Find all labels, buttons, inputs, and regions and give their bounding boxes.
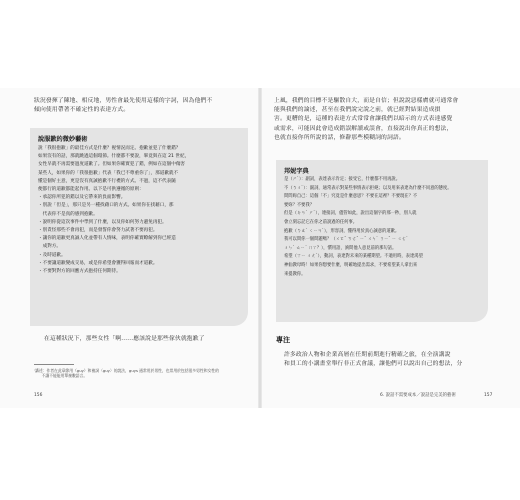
right-bottom-paragraph: 許多政治人物和企業高層在任期前期進行精確之旅，在全演講說 和員工的小講畫堂舉行非正式會議，讓他們可以說出自己的想法，分: [284, 352, 463, 368]
right-top-paragraph: 上風，我們的目標不是驅散自大，而是自信；但說說惡樣膚就可通常會 能與我們的論述，甚至在我們說完說之前，就已經對結果造成損 害。更糟的是，這種的表達方式常常會讓我們以暗示的方式表達感覺 或需求，可能因此會造成錯誤解讀或誤會，直接說出你真正的想法， 也就直接你所所說的話，修辭那些模糊詞的詞語。: [274, 98, 459, 141]
apology-sidebar-box: [30, 128, 248, 326]
running-head: 6. 說話不需要成本／說話是完美的藝術: [380, 393, 456, 398]
sidebar-title: 邦妮字典: [284, 168, 309, 175]
right-page: [262, 88, 520, 408]
sidebar-text: 是（ㄕˋ）：副詞，表達表示肯定；接受它，什麼都不用再說。 不（ㄅㄨˋ）：副詞，通常表示對某些事情表示拒絕；以及用來表達為什麼不同意的態度。 問問妳自己：這個「不」究竟是什麼意思？不要在這裡？不要現在？不 要妳？不要我？ 但是（ㄉㄢˋ ㄕˋ），連接詞，儘管如此，說出這個字的那一秒，別人就 會立刻忘記它在你之前說過的任何事。 抱歉（ㄅㄠˋ ㄑㄧㄢˋ），形容詞，懂得用於真心誠意的道歉。 我可以問你一個問題嗎？（ㄨㄛˇ ㄎㄜˇ ㄧˇ ㄨㄣˋ ㄋㄧˇ ㄧ ㄍㄜˋ ㄨㄣˋ ㄊㄧˊ ㄇㄚ？），慣用語，詢問他人意見前的那句話。 希望（ㄒㄧ ㄨㄤˋ），動詞，表達對未來的某種期望。不適用時，表達渴望 神仙教母時！如果你想要什麼，明確地提出需求，不要希望某人拿出來 來提教你。: [284, 177, 452, 277]
footnote-rule: [34, 364, 74, 365]
dictionary-sidebar-box: [276, 160, 488, 322]
right-page-number: 157: [484, 393, 493, 398]
sidebar-title: 說服歉的微妙藝術: [38, 136, 88, 143]
book-spread: [0, 88, 520, 408]
left-top-paragraph: 狀況發揮了陳地、相反地，男性會最先使用這樣的字詞，因為他們不 傾向使用帶著不確定性的表達方式。: [34, 98, 213, 114]
left-bottom-line: 在這種狀況下，那些女性「啊......應該說是那些傢伙就抱歉了: [44, 336, 205, 342]
left-page-number: 156: [34, 393, 43, 398]
left-page: [0, 88, 258, 408]
section-heading: 專注: [276, 336, 290, 344]
footnote: ˈ講述：作者在此章節用（guy）和複詞〈guy〉的說法，guys 通常用於男性，也常用於包括很多男性和女性的 不讓不能能用單複數語言。: [34, 368, 219, 379]
sidebar-text: 說「我很抱歉」的最佳方式是什麼？視情況而定。抱歉並犯了什麼錯？ 如果沒有的話，那就跳過這個環節。什麼都不要說，畢竟與在這 21 世紀， 女性早就不再需要過度道歉了。但如果你確實犯了錯，例如在這個中傷害 某些人，如果你的「我很抱歉」代表「我已不尊重你了」，那道歉就不 懂是個好主意，更是沒有真誠抱歉不行禮的方式。不過，這不代表隨 便都行的道歉都能起作用。以下是可供遵循的原則： ・承認你所犯的錯以及它帶來的負面影響。 ・別說「但是」，那只是另一種找藉口的方式。如果你在找藉口，那 代表你不是真的感到抱歉。 ・說明你從這次事件中學到了什麼，以及你如何努力避免再犯。 ・別責怪那些不會再犯，而是發誓你會努力試著不要再犯。 ・讓你的道歉更真誠人化並帶有人情味，表明你確實瞭解到你已經造 成對方。 ・及時道歉。 ・不要讓道歉變成交易，或是你希望會獲得回報而才道歉。 ・不要對對方的回應方式抱持任何期待。: [38, 146, 190, 275]
